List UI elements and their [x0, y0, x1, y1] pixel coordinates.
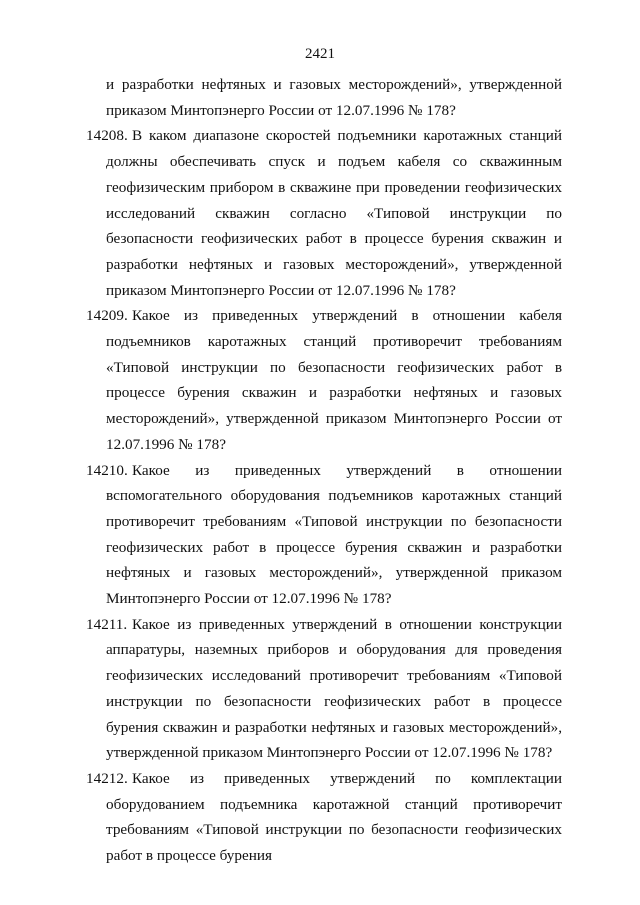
page-number: 2421 [305, 46, 335, 62]
continuation-paragraph: и разработки нефтяных и газовых месторождений», утвержденной приказом Минтопэнерго России от 12.07.1996 № 178? [106, 76, 562, 119]
question-number: 14211. [86, 615, 128, 633]
question-item [86, 123, 562, 303]
question-text: Какое из приведенных утверждений в отношении вспомогательного оборудования подъемников каротажных станций противоречит требованиям «Типовой инструкции по безопасности геофизических работ в процессе бурения скважин и разработки нефтяных и газовых месторождений», утвержденной приказом Минтопэнерго России от 12.07.1996 № 178? [106, 461, 562, 608]
question-item [86, 458, 562, 612]
question-item [86, 766, 562, 869]
question-number: 14209. [86, 307, 128, 325]
document-body [86, 72, 562, 869]
question-text: Какое из приведенных утверждений в отношении конструкции аппаратуры, наземных приборов и оборудования для проведения геофизических исследований противоречит требованиям «Типовой инструкции по безопасности геофизических работ в процессе бурения скважин и разработки нефтяных и газовых месторождений», утвержденной приказом Минтопэнерго России от 12.07.1996 № 178? [106, 615, 562, 762]
question-text: В каком диапазоне скоростей подъемники каротажных станций должны обеспечивать спуск и подъем кабеля со скважинным геофизическим прибором в скважине при проведении геофизических исследований скважин согласно «Типовой инструкции по безопасности геофизических работ в процессе бурения скважин и разработки нефтяных и газовых месторождений», утвержденной приказом Минтопэнерго России от 12.07.1996 № 178? [106, 127, 562, 299]
question-text: Какое из приведенных утверждений в отношении кабеля подъемников каротажных станций противоречит требованиям «Типовой инструкции по безопасности геофизических работ в процессе бурения скважин и разработки нефтяных и газовых месторождений», утвержденной приказом Минтопэнерго России от 12.07.1996 № 178? [106, 307, 562, 453]
question-item [86, 612, 562, 766]
question-number: 14212. [86, 769, 128, 787]
question-text: Какое из приведенных утверждений по комплектации оборудованием подъемника каротажной станций противоречит требованиям «Типовой инструкции по безопасности геофизических работ в процессе бурения [106, 769, 562, 865]
question-number: 14208. [86, 127, 128, 145]
question-item [86, 303, 562, 457]
question-number: 14210. [86, 461, 128, 479]
